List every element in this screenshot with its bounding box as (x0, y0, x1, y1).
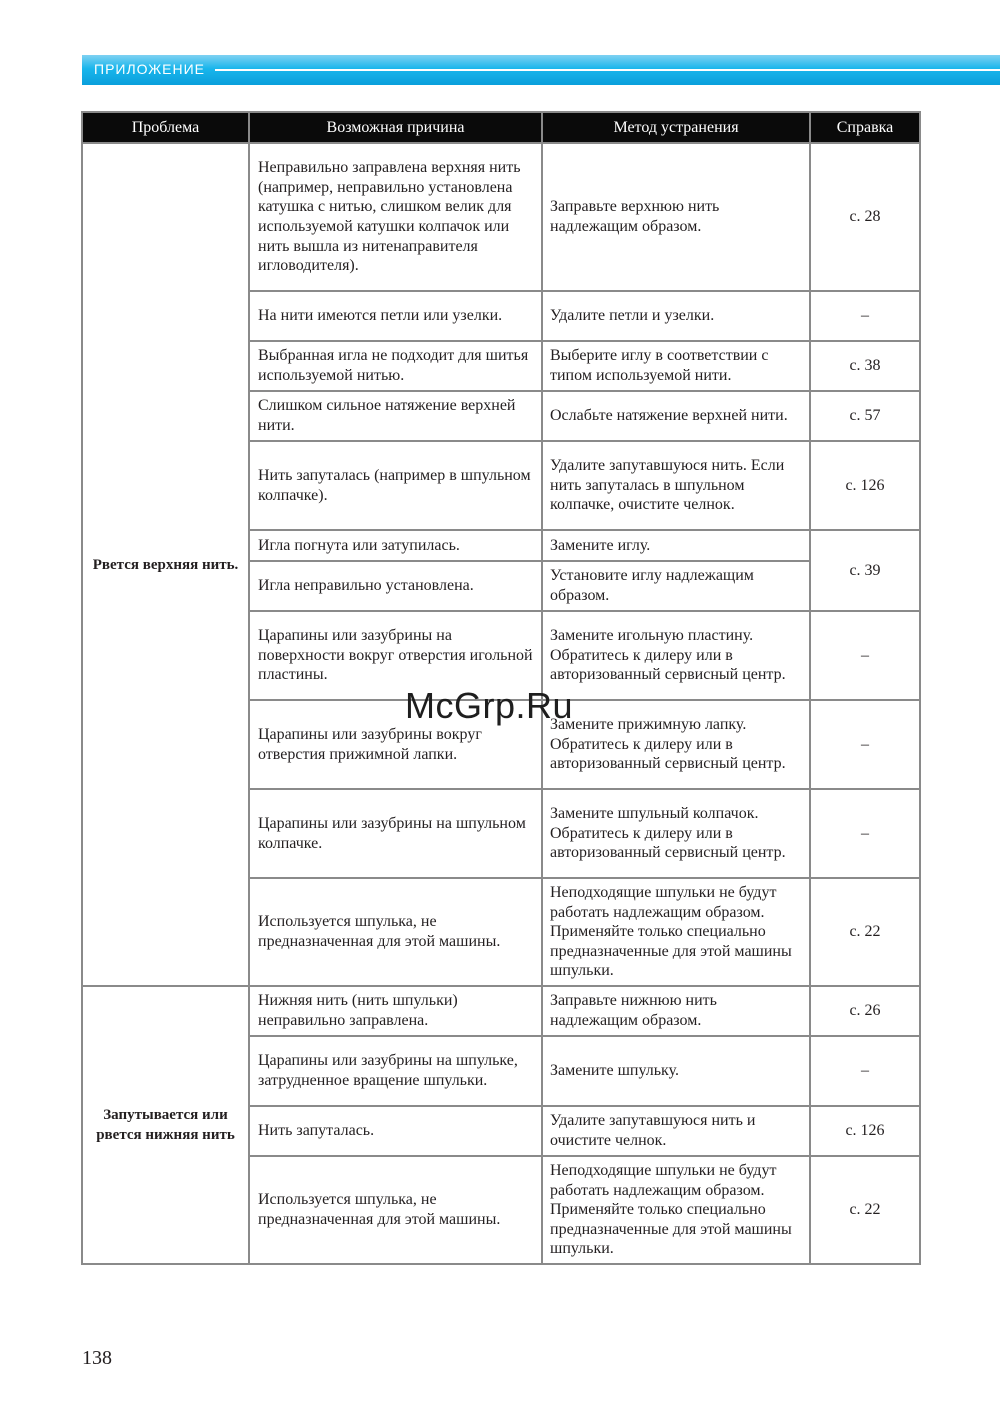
cause-cell: Царапины или зазубрины на поверхности вокруг отверстия игольной пластины. (249, 611, 542, 700)
reference-cell: – (810, 789, 920, 878)
column-header-reference: Справка (810, 112, 920, 143)
cause-cell: Нижняя нить (нить шпульки) неправильно заправлена. (249, 986, 542, 1036)
remedy-cell: Неподходящие шпульки не будут работать надлежащим образом. Применяйте только специально предназначенные для этой машины шпульки. (542, 1156, 810, 1264)
cause-cell: Игла погнута или затупилась. (249, 530, 542, 561)
cause-cell: Используется шпулька, не предназначенная для этой машины. (249, 878, 542, 986)
reference-cell: с. 22 (810, 878, 920, 986)
page-number: 138 (82, 1347, 112, 1369)
remedy-cell: Заправьте верхнюю нить надлежащим образом. (542, 143, 810, 291)
cause-cell: Выбранная игла не подходит для шитья используемой нитью. (249, 341, 542, 391)
column-header-problem: Проблема (82, 112, 249, 143)
cause-cell: Используется шпулька, не предназначенная для этой машины. (249, 1156, 542, 1264)
remedy-cell: Замените шпульный колпачок. Обратитесь к дилеру или в авторизованный сервисный центр. (542, 789, 810, 878)
reference-cell: с. 22 (810, 1156, 920, 1264)
remedy-cell: Установите иглу надлежащим образом. (542, 561, 810, 611)
cause-cell: Неправильно заправлена верхняя нить (например, неправильно установлена катушка с нитью, слишком велик для используемой катушки колпачок или нить вышла из нитенаправителя игловодителя). (249, 143, 542, 291)
remedy-cell: Неподходящие шпульки не будут работать надлежащим образом. Применяйте только специально предназначенные для этой машины шпульки. (542, 878, 810, 986)
remedy-cell: Удалите петли и узелки. (542, 291, 810, 341)
remedy-cell: Замените шпульку. (542, 1036, 810, 1106)
reference-cell: – (810, 1036, 920, 1106)
remedy-cell: Замените иглу. (542, 530, 810, 561)
reference-cell: с. 26 (810, 986, 920, 1036)
cause-cell: Нить запуталась (например в шпульном колпачке). (249, 441, 542, 530)
watermark-text: McGrp.Ru (405, 685, 574, 726)
cause-cell: Царапины или зазубрины на шпульном колпачке. (249, 789, 542, 878)
reference-cell: – (810, 700, 920, 789)
cause-cell: Нить запуталась. (249, 1106, 542, 1156)
reference-cell: с. 57 (810, 391, 920, 441)
reference-cell: с. 28 (810, 143, 920, 291)
cause-cell: На нити имеются петли или узелки. (249, 291, 542, 341)
remedy-cell: Заправьте нижнюю нить надлежащим образом. (542, 986, 810, 1036)
reference-cell: с. 39 (810, 530, 920, 611)
remedy-cell: Удалите запутавшуюся нить. Если нить запуталась в шпульном колпачке, очистите челнок. (542, 441, 810, 530)
remedy-cell: Замените игольную пластину. Обратитесь к дилеру или в авторизованный сервисный центр. (542, 611, 810, 700)
reference-cell: с. 126 (810, 441, 920, 530)
reference-cell: – (810, 611, 920, 700)
reference-cell: – (810, 291, 920, 341)
remedy-cell: Удалите запутавшуюся нить и очистите челнок. (542, 1106, 810, 1156)
table-row (82, 143, 920, 291)
section-title: ПРИЛОЖЕНИЕ (94, 61, 206, 77)
cause-cell: Игла неправильно установлена. (249, 561, 542, 611)
remedy-cell: Ослабьте натяжение верхней нити. (542, 391, 810, 441)
reference-cell: с. 126 (810, 1106, 920, 1156)
section-header-rule (215, 69, 1000, 71)
table-row (82, 986, 920, 1036)
cause-cell: Царапины или зазубрины вокруг отверстия прижимной лапки. (249, 700, 542, 789)
reference-cell: с. 38 (810, 341, 920, 391)
problem-cell: Запутывается или рвется нижняя нить (82, 986, 249, 1264)
column-header-remedy: Метод устранения (542, 112, 810, 143)
remedy-cell: Замените прижимную лапку. Обратитесь к дилеру или в авторизованный сервисный центр. (542, 700, 810, 789)
cause-cell: Слишком сильное натяжение верхней нити. (249, 391, 542, 441)
column-header-cause: Возможная причина (249, 112, 542, 143)
cause-cell: Царапины или зазубрины на шпульке, затрудненное вращение шпульки. (249, 1036, 542, 1106)
problem-cell: Рвется верхняя нить. (82, 143, 249, 986)
remedy-cell: Выберите иглу в соответствии с типом используемой нити. (542, 341, 810, 391)
table-header-row (82, 112, 920, 143)
